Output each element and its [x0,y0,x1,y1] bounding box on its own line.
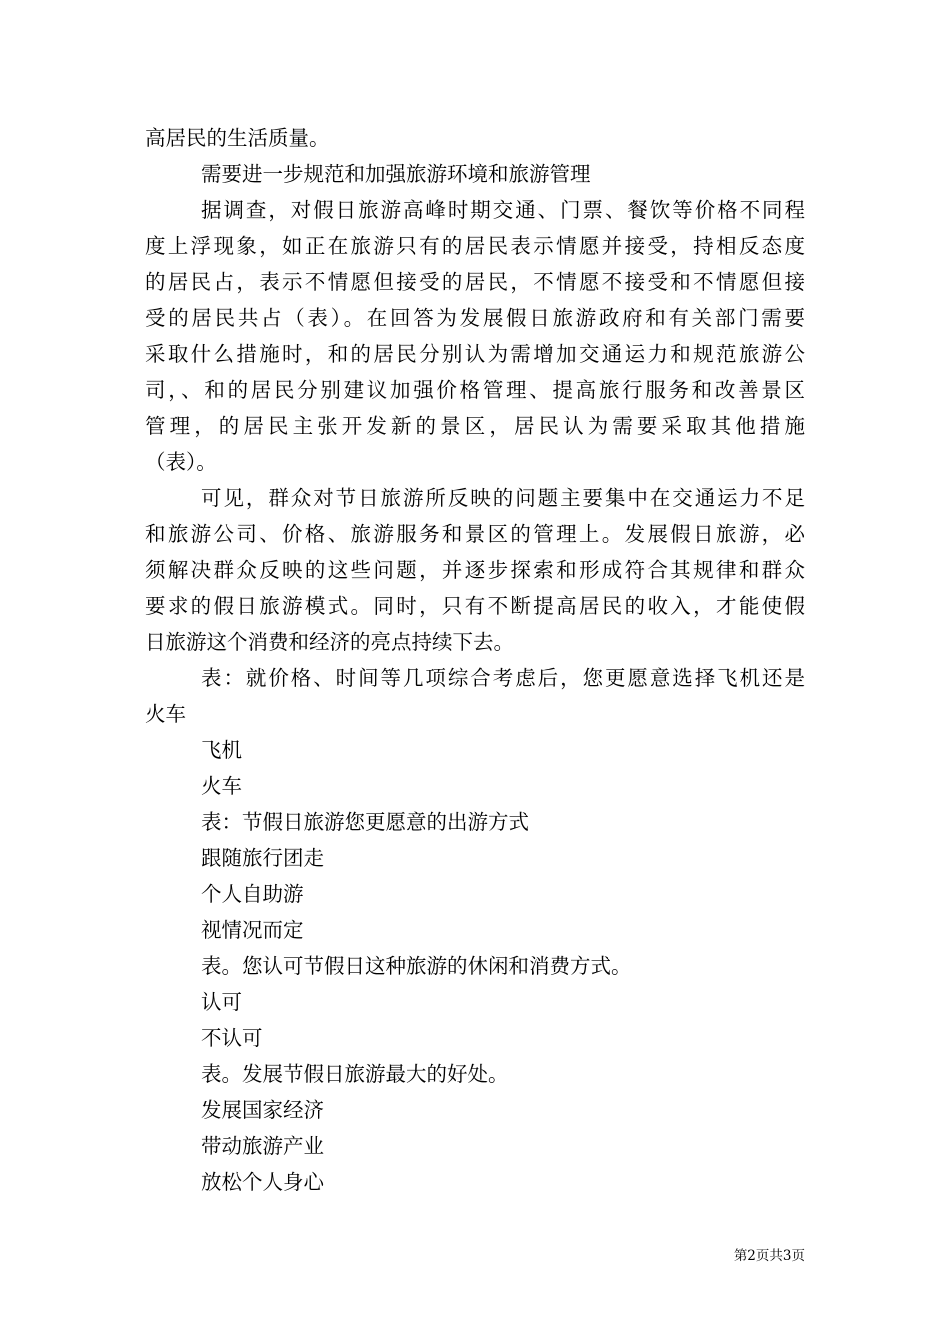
table-caption: 表。发展节假日旅游最大的好处。 [201,1062,509,1086]
table-option: 视情况而定 [201,918,304,942]
table-caption: 表：就价格、时间等几项综合考虑后，您更愿意选择飞机还是 [201,666,805,690]
table-option: 火车 [201,774,242,798]
paragraph-line: 可见，群众对节日旅游所反映的问题主要集中在交通运力不足 [201,486,805,510]
table-option: 带动旅游产业 [201,1134,324,1158]
paragraph-line: 高居民的生活质量。 [145,126,330,150]
table-caption: 表：节假日旅游您更愿意的出游方式 [201,810,529,834]
paragraph-line: 和旅游公司、价格、旅游服务和景区的管理上。发展假日旅游，必 [145,522,805,546]
table-caption: 火车 [145,702,186,726]
page-number-footer: 第2页共3页 [733,1248,805,1264]
paragraph-line: 须解决群众反映的这些问题，并逐步探索和形成符合其规律和群众 [145,558,805,582]
table-option: 飞机 [201,738,242,762]
paragraph-line: 的居民占，表示不情愿但接受的居民，不情愿不接受和不情愿但接 [145,270,805,294]
section-heading: 需要进一步规范和加强旅游环境和旅游管理 [201,162,591,186]
paragraph-line: 据调查，对假日旅游高峰时期交通、门票、餐饮等价格不同程 [201,198,805,222]
table-option: 放松个人身心 [201,1170,324,1194]
document-body [145,120,805,1200]
table-option: 发展国家经济 [201,1098,324,1122]
paragraph-line: 管理，的居民主张开发新的景区，居民认为需要采取其他措施 [145,414,805,438]
table-option: 认可 [201,990,242,1014]
table-caption: 表。您认可节假日这种旅游的休闲和消费方式。 [201,954,632,978]
table-option: 跟随旅行团走 [201,846,324,870]
table-option: 不认可 [201,1026,263,1050]
table-option: 个人自助游 [201,882,304,906]
paragraph-line: 受的居民共占（表）。在回答为发展假日旅游政府和有关部门需要 [145,306,805,330]
paragraph-line: 要求的假日旅游模式。同时，只有不断提高居民的收入，才能使假 [145,594,805,618]
paragraph-line: 度上浮现象，如正在旅游只有的居民表示情愿并接受，持相反态度 [145,234,805,258]
paragraph-line: （表）。 [145,450,217,474]
paragraph-line: 司，、和的居民分别建议加强价格管理、提高旅行服务和改善景区 [145,378,805,402]
paragraph-line: 采取什么措施时，和的居民分别认为需增加交通运力和规范旅游公 [145,342,805,366]
paragraph-line: 日旅游这个消费和经济的亮点持续下去。 [145,630,514,654]
